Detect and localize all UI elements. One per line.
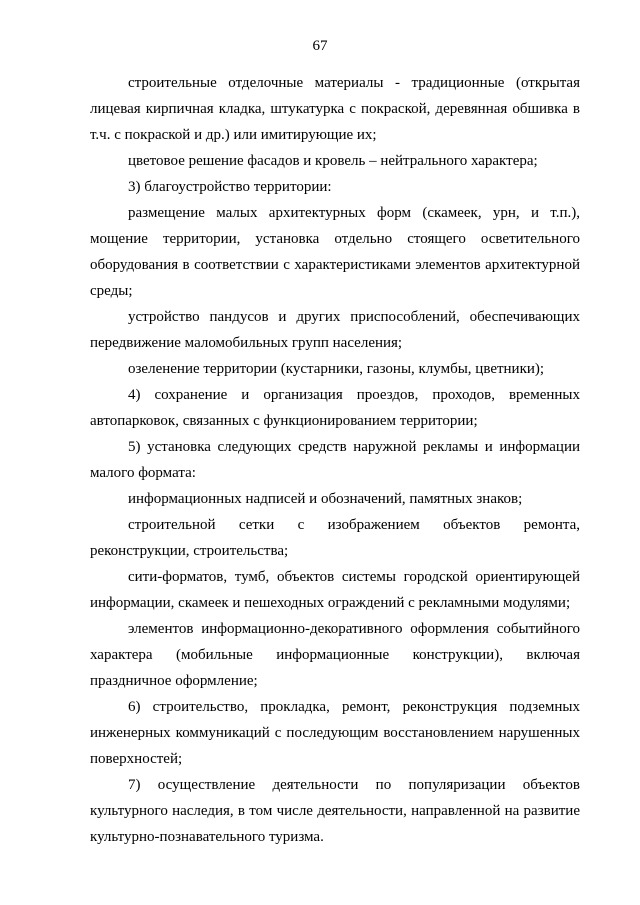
paragraph: строительной сетки с изображением объектов ремонта, реконструкции, строительства; bbox=[90, 517, 580, 559]
paragraph: элементов информационно-декоративного оформления событийного характера (мобильные информационные конструкции), включая праздничное оформление; bbox=[90, 621, 580, 689]
paragraph: 6) строительство, прокладка, ремонт, реконструкция подземных инженерных коммуникаций с последующим восстановлением нарушенных поверхностей; bbox=[90, 699, 580, 767]
paragraph: размещение малых архитектурных форм (скамеек, урн, и т.п.), мощение территории, установка отдельно стоящего осветительного оборудования в соответствии с характеристиками элементов архитектурной среды; bbox=[90, 205, 580, 299]
paragraph: устройство пандусов и других приспособлений, обеспечивающих передвижение маломобильных групп населения; bbox=[90, 309, 580, 351]
document-body bbox=[90, 70, 580, 850]
page-number: 67 bbox=[312, 38, 328, 54]
paragraph: 7) осуществление деятельности по популяризации объектов культурного наследия, в том числе деятельности, направленной на развитие культурно-познавательного туризма. bbox=[90, 777, 580, 845]
paragraph: 4) сохранение и организация проездов, проходов, временных автопарковок, связанных с функционированием территории; bbox=[90, 387, 580, 429]
paragraph: сити-форматов, тумб, объектов системы городской ориентирующей информации, скамеек и пешеходных ограждений с рекламными модулями; bbox=[90, 569, 580, 611]
paragraph: озеленение территории (кустарники, газоны, клумбы, цветники); bbox=[128, 361, 545, 377]
paragraph: цветовое решение фасадов и кровель – нейтрального характера; bbox=[128, 153, 538, 169]
paragraph: строительные отделочные материалы - традиционные (открытая лицевая кирпичная кладка, штукатурка с покраской, деревянная обшивка в т.ч. с покраской и др.) или имитирующие их; bbox=[90, 75, 580, 143]
paragraph: информационных надписей и обозначений, памятных знаков; bbox=[128, 491, 523, 507]
paragraph: 3) благоустройство территории: bbox=[128, 179, 332, 195]
paragraph: 5) установка следующих средств наружной рекламы и информации малого формата: bbox=[90, 439, 580, 481]
